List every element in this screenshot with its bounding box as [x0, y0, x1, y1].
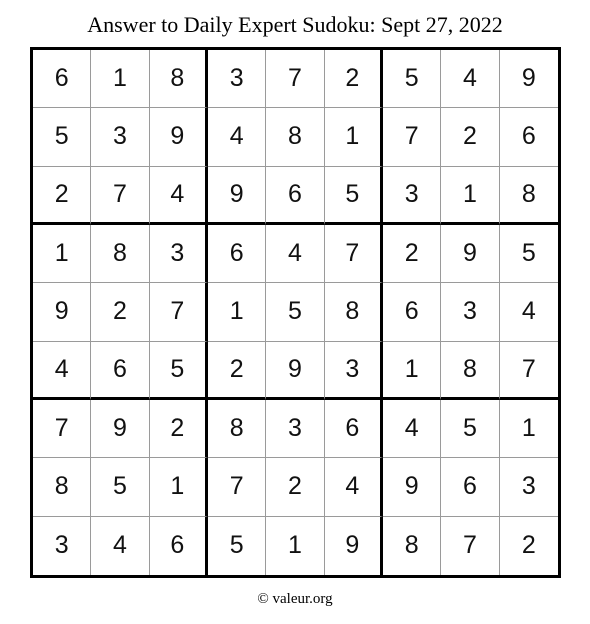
sudoku-cell: 7	[91, 167, 149, 225]
sudoku-cell: 8	[383, 517, 441, 575]
sudoku-cell: 7	[500, 342, 558, 400]
sudoku-cell: 8	[91, 225, 149, 283]
sudoku-cell: 4	[441, 50, 499, 108]
sudoku-grid	[30, 47, 561, 578]
sudoku-cell: 3	[441, 283, 499, 341]
sudoku-cell: 7	[208, 458, 266, 516]
sudoku-cell: 8	[441, 342, 499, 400]
sudoku-cell: 1	[383, 342, 441, 400]
sudoku-cell: 6	[325, 400, 383, 458]
sudoku-cell: 1	[441, 167, 499, 225]
sudoku-cell: 1	[266, 517, 324, 575]
sudoku-cell: 8	[150, 50, 208, 108]
sudoku-cell: 3	[266, 400, 324, 458]
sudoku-cell: 7	[325, 225, 383, 283]
sudoku-cell: 2	[441, 108, 499, 166]
sudoku-cell: 8	[325, 283, 383, 341]
sudoku-cell: 9	[325, 517, 383, 575]
sudoku-cell: 5	[441, 400, 499, 458]
sudoku-cell: 1	[325, 108, 383, 166]
page-title: Answer to Daily Expert Sudoku: Sept 27, 2022	[87, 12, 503, 37]
sudoku-cell: 3	[91, 108, 149, 166]
sudoku-cell: 8	[33, 458, 91, 516]
sudoku-cell: 6	[150, 517, 208, 575]
sudoku-cell: 9	[150, 108, 208, 166]
sudoku-cell: 8	[208, 400, 266, 458]
sudoku-cell: 5	[208, 517, 266, 575]
sudoku-cell: 5	[91, 458, 149, 516]
sudoku-cell: 1	[33, 225, 91, 283]
sudoku-cell: 9	[33, 283, 91, 341]
copyright-footer: © valeur.org	[257, 591, 333, 607]
sudoku-cell: 5	[266, 283, 324, 341]
sudoku-cell: 9	[266, 342, 324, 400]
sudoku-cell: 9	[441, 225, 499, 283]
sudoku-cell: 4	[325, 458, 383, 516]
sudoku-cell: 3	[208, 50, 266, 108]
sudoku-cell: 1	[150, 458, 208, 516]
sudoku-cell: 8	[266, 108, 324, 166]
sudoku-cell: 5	[325, 167, 383, 225]
sudoku-cell: 4	[33, 342, 91, 400]
sudoku-cell: 2	[91, 283, 149, 341]
sudoku-cell: 6	[266, 167, 324, 225]
sudoku-cell: 8	[500, 167, 558, 225]
sudoku-cell: 1	[91, 50, 149, 108]
sudoku-cell: 2	[383, 225, 441, 283]
sudoku-cell: 7	[266, 50, 324, 108]
sudoku-cell: 4	[266, 225, 324, 283]
sudoku-cell: 7	[441, 517, 499, 575]
sudoku-cell: 6	[208, 225, 266, 283]
sudoku-cell: 2	[208, 342, 266, 400]
sudoku-cell: 1	[500, 400, 558, 458]
sudoku-cell: 5	[383, 50, 441, 108]
sudoku-cell: 7	[150, 283, 208, 341]
sudoku-cell: 6	[91, 342, 149, 400]
sudoku-cell: 5	[33, 108, 91, 166]
sudoku-cell: 6	[500, 108, 558, 166]
sudoku-cell: 2	[33, 167, 91, 225]
sudoku-cell: 9	[500, 50, 558, 108]
sudoku-cell: 2	[150, 400, 208, 458]
sudoku-cell: 5	[150, 342, 208, 400]
sudoku-cell: 9	[91, 400, 149, 458]
sudoku-cell: 2	[266, 458, 324, 516]
sudoku-cell: 7	[383, 108, 441, 166]
sudoku-cell: 6	[33, 50, 91, 108]
sudoku-cell: 3	[500, 458, 558, 516]
sudoku-cell: 7	[33, 400, 91, 458]
sudoku-cell: 5	[500, 225, 558, 283]
sudoku-cell: 4	[500, 283, 558, 341]
sudoku-cell: 3	[150, 225, 208, 283]
sudoku-cell: 4	[150, 167, 208, 225]
sudoku-cell: 9	[208, 167, 266, 225]
sudoku-cell: 6	[383, 283, 441, 341]
sudoku-cell: 2	[325, 50, 383, 108]
sudoku-cell: 6	[441, 458, 499, 516]
sudoku-cell: 3	[33, 517, 91, 575]
sudoku-cell: 4	[208, 108, 266, 166]
sudoku-cell: 4	[383, 400, 441, 458]
sudoku-cell: 4	[91, 517, 149, 575]
sudoku-cell: 3	[383, 167, 441, 225]
sudoku-cell: 1	[208, 283, 266, 341]
sudoku-cell: 3	[325, 342, 383, 400]
sudoku-cell: 9	[383, 458, 441, 516]
sudoku-cell: 2	[521, 531, 536, 560]
